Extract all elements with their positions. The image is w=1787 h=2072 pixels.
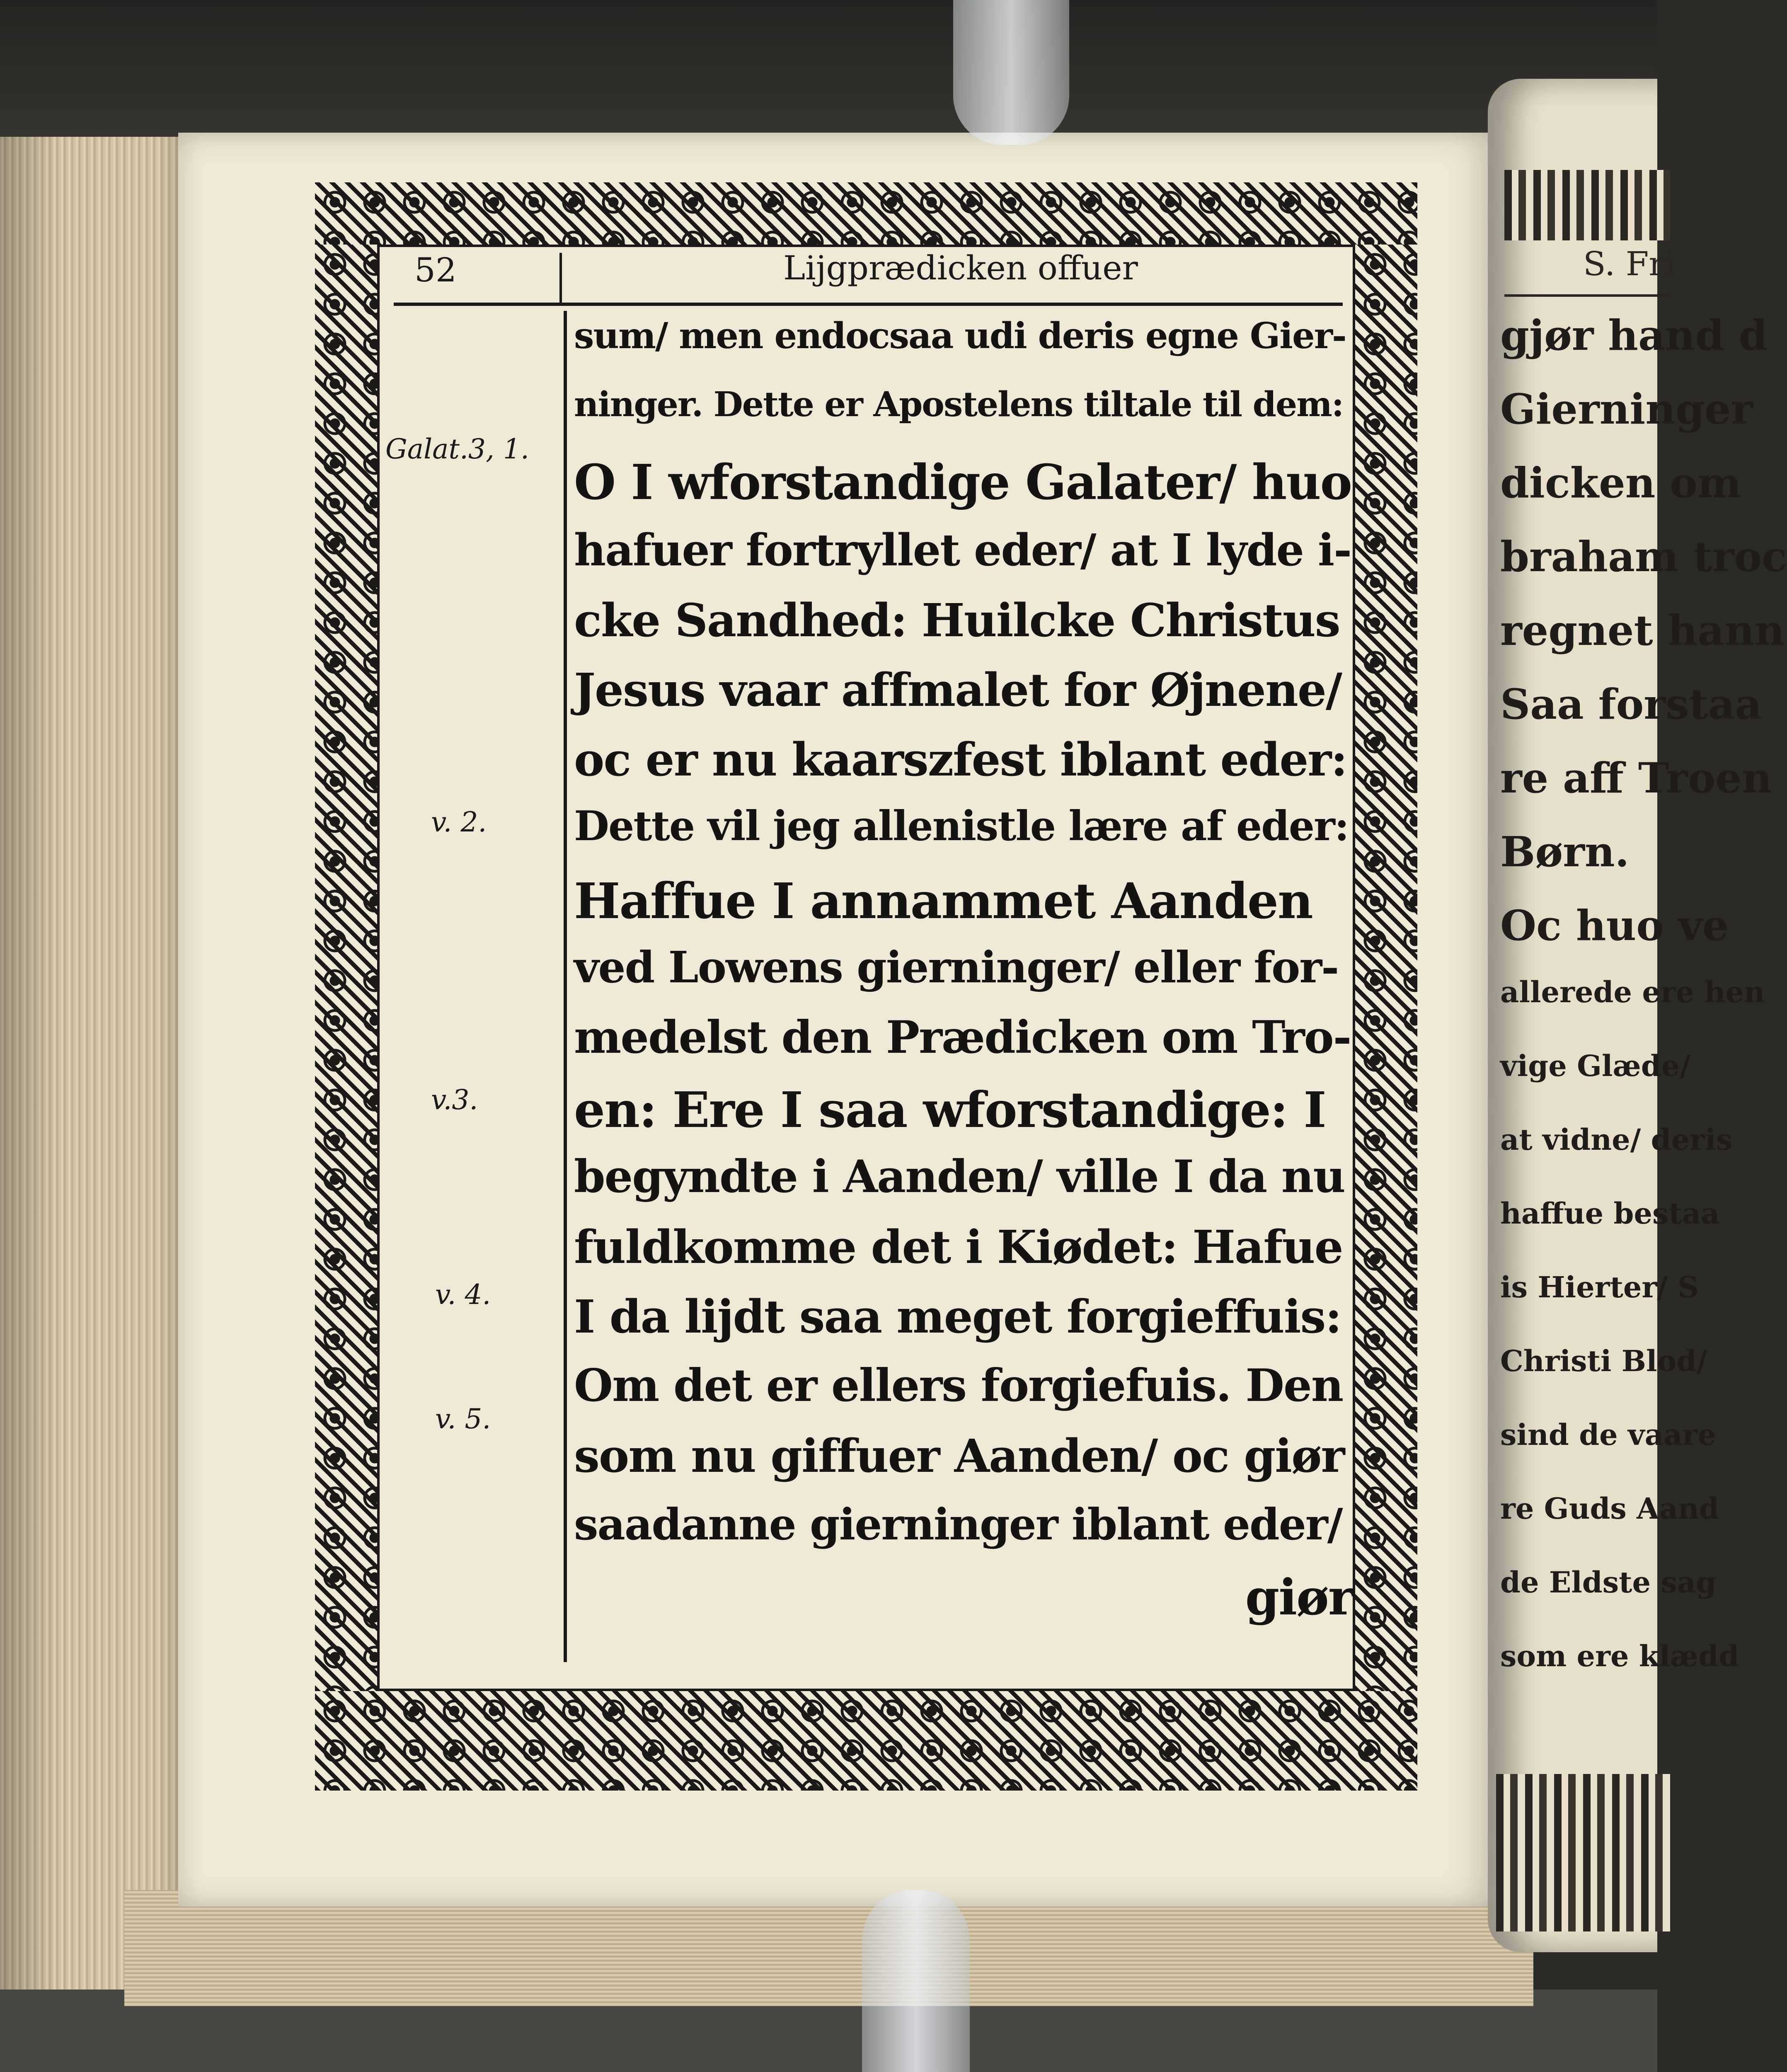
- margin-note: v.3.: [431, 1084, 478, 1116]
- body-line: medelst den Prædicken om Tro-: [574, 1011, 1351, 1064]
- margin-note: v. 5.: [435, 1403, 491, 1435]
- body-line: Jesus vaar affmalet for Øjnene/: [574, 663, 1341, 717]
- facing-page-line: gjør hand d: [1500, 311, 1768, 360]
- facing-page-line: Christi Blod/: [1500, 1344, 1707, 1378]
- margin-rule: [564, 311, 567, 1662]
- header-rule: [394, 303, 1343, 306]
- body-line: en: Ere I saa wforstandige: I: [574, 1081, 1326, 1139]
- body-line: cke Sandhed: Huilcke Christus: [574, 594, 1340, 647]
- body-line: O I wforstandige Galater/ huo: [574, 454, 1351, 511]
- ornament-left: [315, 245, 377, 1691]
- margin-note: v. 2.: [431, 806, 487, 838]
- facing-page-line: braham troc: [1500, 532, 1787, 581]
- body-line: Om det er ellers forgiefuis. Den: [574, 1360, 1343, 1412]
- ornament-bottom: [315, 1691, 1417, 1791]
- facing-page-line: vige Glæde/: [1500, 1049, 1690, 1083]
- body-text: [574, 315, 1353, 1641]
- facing-page-header-rule: [1504, 294, 1670, 297]
- body-line: sum/ men endocsaa udi deris egne Gier-: [574, 315, 1346, 357]
- facing-page-line: allerede ere hen: [1500, 975, 1765, 1009]
- body-line: ved Lowens gierninger/ eller for-: [574, 942, 1339, 993]
- facing-page-line: haffue bestaa: [1500, 1196, 1720, 1231]
- facing-page-ornament-bottom: [1496, 1774, 1670, 1931]
- facing-page-line: Saa forstaa: [1500, 680, 1762, 729]
- facing-page-line: Gierninger: [1500, 385, 1753, 434]
- ornament-top: [315, 182, 1417, 245]
- body-line: oc er nu kaarszfest iblant eder:: [574, 733, 1347, 786]
- body-line: begyndte i Aanden/ ville I da nu: [574, 1151, 1345, 1203]
- facing-page-running-head: S. Fri: [1583, 245, 1676, 283]
- facing-page-line: is Hierter/ S: [1500, 1270, 1699, 1304]
- header-divider: [559, 253, 562, 303]
- facing-page-line: re aff Troen: [1500, 754, 1772, 802]
- page-clip-top: [953, 0, 1069, 145]
- running-head: Lijgprædicken offuer: [783, 249, 1138, 287]
- body-line: Dette vil jeg allenistle lære af eder:: [574, 802, 1349, 850]
- facing-page-line: sind de vaare: [1500, 1418, 1716, 1452]
- body-line: som nu giffuer Aanden/ oc giør: [574, 1429, 1344, 1483]
- body-line: ninger. Dette er Apostelens tiltale til dem:: [574, 385, 1344, 424]
- facing-page-line: Børn.: [1500, 827, 1630, 876]
- page-number: 52: [414, 251, 457, 289]
- margin-note: Galat.3, 1.: [385, 433, 529, 465]
- catchword: giør: [1245, 1568, 1353, 1626]
- facing-page-line: som ere klædd: [1500, 1639, 1739, 1673]
- facing-page-line: dicken om: [1500, 458, 1741, 507]
- facing-page-line: at vidne/ deris: [1500, 1122, 1732, 1157]
- page-clip-bottom: [862, 1890, 970, 2072]
- facing-page-line: regnet hann: [1500, 606, 1785, 655]
- body-line: Haffue I annammet Aanden: [574, 872, 1312, 930]
- book-edge-bottom: [124, 1890, 1533, 2006]
- body-line: saadanne gierninger iblant eder/: [574, 1499, 1342, 1550]
- ornament-right: [1355, 245, 1417, 1691]
- facing-page-line: de Eldste sag: [1500, 1565, 1717, 1599]
- body-line: fuldkomme det i Kiødet: Hafue: [574, 1220, 1343, 1274]
- body-line: I da lijdt saa meget forgieffuis:: [574, 1290, 1341, 1343]
- facing-page: [1488, 79, 1787, 1952]
- facing-page-ornament-top: [1504, 170, 1670, 240]
- book-edge-left: [0, 137, 195, 1990]
- body-line: hafuer fortryllet eder/ at I lyde i-: [574, 524, 1351, 576]
- facing-page-line: Oc huo ve: [1500, 901, 1729, 950]
- facing-page-line: re Guds Aand: [1500, 1491, 1719, 1526]
- margin-note: v. 4.: [435, 1279, 491, 1311]
